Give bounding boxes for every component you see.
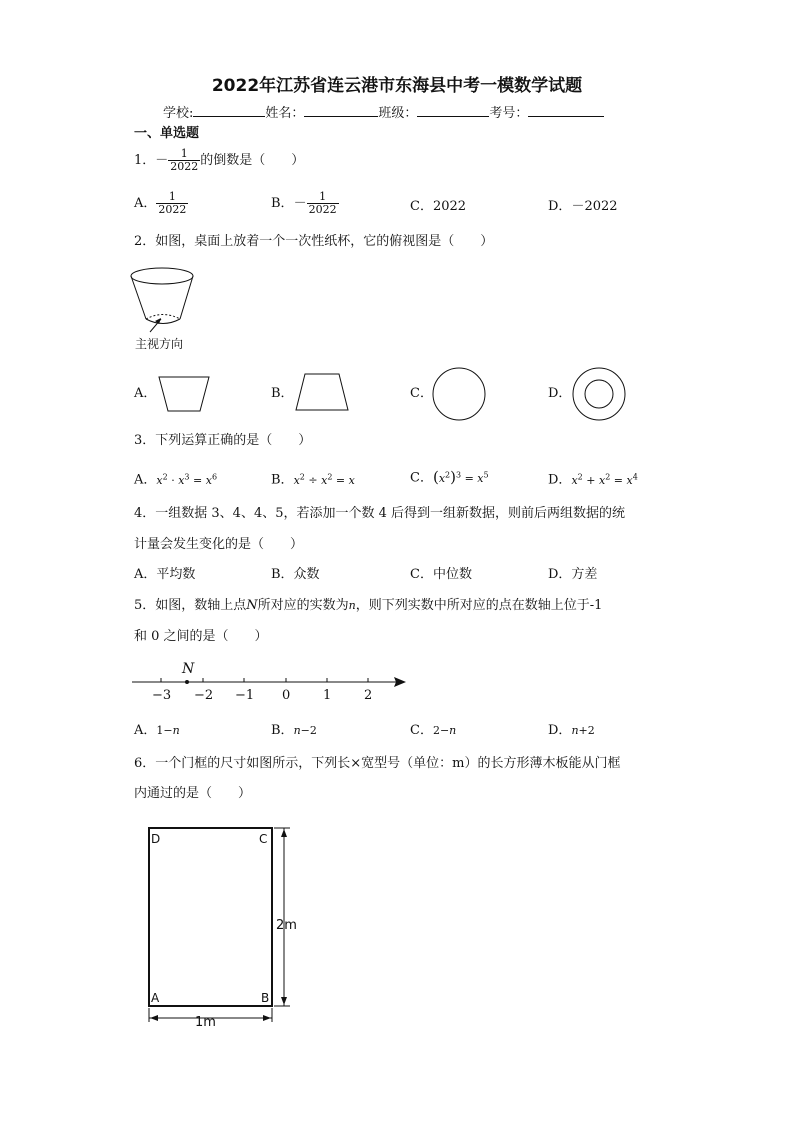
q1-minus: － (155, 152, 169, 168)
q5-d-label: D． (548, 723, 572, 738)
student-info-line (163, 104, 604, 122)
q1-option-a[interactable] (134, 191, 188, 216)
paper-cup-figure (128, 266, 208, 336)
name-label: 姓名： (265, 106, 305, 121)
corner-label-b: B (261, 991, 270, 1005)
q1-b-den: 2022 (308, 203, 337, 216)
corner-label-a: A (151, 991, 160, 1005)
tick-label-2: 2 (364, 688, 373, 703)
q1-c-label: C． (410, 199, 433, 214)
q5-text-b: 所对应的实数为 (257, 598, 349, 613)
q1-frac-num: 1 (180, 147, 188, 160)
q1-d-value: －2022 (571, 199, 618, 214)
question-5-line1 (134, 598, 602, 614)
q1-b-label: B． (271, 195, 294, 211)
q1-option-d[interactable] (548, 199, 618, 215)
q5-d-var: n (571, 724, 579, 737)
q5-text-a: 5．如图，数轴上点 (134, 598, 247, 613)
q3-d-expr: $x^2 + x^2 = x^4$ (571, 472, 638, 487)
tick-marks (161, 678, 368, 682)
question-3: 3．下列运算正确的是（ ） (134, 433, 312, 448)
q3-b-label: B． (271, 472, 294, 488)
q5-option-d[interactable] (548, 723, 595, 739)
q3-option-b[interactable] (271, 469, 355, 489)
exam-no-label: 考号： (489, 106, 529, 121)
q5-text-c: ，则下列实数中所对应的点在数轴上位于-1 (355, 598, 603, 613)
q1-b-minus: － (293, 195, 307, 211)
q4-option-d[interactable]: D．方差 (548, 567, 598, 582)
tick-label-neg3: −3 (152, 688, 172, 703)
q1-b-fraction (307, 191, 339, 216)
q5-option-c[interactable] (410, 723, 456, 739)
q3-option-c[interactable] (410, 467, 489, 487)
q5-a-expr: 1− (156, 724, 173, 737)
q2-d-label[interactable]: D． (548, 386, 572, 401)
question-6-line1: 6．一个门框的尺寸如图所示，下列长×宽型号（单位：m）的长方形薄木板能从门框 (134, 756, 621, 771)
q3-b-expr: $x^2 \div x^2 = x$ (293, 472, 355, 487)
q1-a-num: 1 (168, 190, 176, 203)
question-2: 2．如图，桌面上放着一个一次性纸杯，它的俯视图是（ ） (134, 234, 494, 249)
q5-c-var: n (449, 724, 457, 737)
question-4-line2: 计量会发生变化的是（ ） (134, 537, 304, 552)
q5-d-expr: +2 (578, 724, 595, 737)
class-label: 班级： (378, 106, 418, 121)
q2-b-label[interactable]: B． (271, 386, 294, 401)
q3-a-label: A． (134, 472, 157, 488)
q5-a-label: A． (134, 723, 157, 738)
q1-number: 1． (134, 152, 156, 168)
q4-option-a[interactable]: A．平均数 (134, 567, 196, 582)
q2-option-d-concentric-circles[interactable] (572, 367, 626, 421)
q1-b-num: 1 (319, 190, 327, 203)
q1-a-label: A． (134, 195, 157, 211)
q5-b-label: B． (271, 723, 294, 738)
name-blank[interactable] (304, 104, 378, 117)
q5-b-var: n (293, 724, 301, 737)
q2-option-a-inverted-trapezoid[interactable] (158, 376, 210, 412)
q5-option-b[interactable] (271, 723, 317, 739)
q3-a-expr: $x^2 \cdot x^3 = x^6$ (156, 472, 218, 487)
q3-option-a[interactable] (134, 469, 217, 489)
page-title: 2022年江苏省连云港市东海县中考一模数学试题 (211, 76, 583, 96)
question-6-line2: 内通过的是（ ） (134, 786, 252, 801)
q1-option-b[interactable] (271, 191, 339, 216)
height-dimension-label: 2m (276, 918, 297, 933)
q2-c-label[interactable]: C． (410, 386, 433, 401)
q1-a-fraction (156, 191, 188, 216)
number-line-point-label: N (182, 661, 195, 677)
q5-c-label: C． (410, 723, 433, 738)
width-dimension-label: 1m (195, 1015, 216, 1030)
question-1 (134, 148, 304, 173)
tick-label-0: 0 (282, 688, 291, 703)
q5-a-var: n (172, 724, 180, 737)
q2-option-c-circle[interactable] (432, 367, 486, 421)
q5-b-expr: −2 (300, 724, 317, 737)
question-5-line2: 和 0 之间的是（ ） (134, 629, 268, 644)
q5-option-a[interactable] (134, 723, 180, 739)
school-blank[interactable] (193, 104, 265, 117)
q1-a-den: 2022 (158, 203, 187, 216)
q3-option-d[interactable] (548, 469, 638, 489)
q3-c-label: C． (410, 470, 433, 486)
q1-d-label: D． (548, 199, 572, 214)
view-direction-caption: 主视方向 (135, 337, 184, 351)
exam-no-blank[interactable] (528, 104, 604, 117)
class-blank[interactable] (417, 104, 489, 117)
corner-label-d: D (151, 832, 161, 846)
q1-fraction (168, 148, 200, 173)
section-heading: 一、单选题 (134, 126, 200, 141)
tick-label-neg1: −1 (235, 688, 255, 703)
q3-d-label: D． (548, 472, 572, 488)
q2-a-label[interactable]: A． (134, 386, 157, 401)
q1-option-c[interactable] (410, 199, 466, 215)
q5-c-expr: 2− (432, 724, 450, 737)
school-label: 学校: (163, 106, 194, 121)
q3-c-expr: $(x^2)^3 = x^5$ (432, 467, 489, 486)
tick-label-neg2: −2 (194, 688, 214, 703)
q5-point-n: N (246, 598, 258, 613)
q4-option-c[interactable]: C．中位数 (410, 567, 472, 582)
q1-frac-den: 2022 (170, 160, 199, 173)
point-n-dot (185, 680, 189, 684)
q5-var-n: n (348, 599, 356, 612)
q1-c-value: 2022 (432, 199, 467, 214)
q4-option-b[interactable]: B．众数 (271, 567, 320, 582)
corner-label-c: C (259, 832, 268, 846)
q1-suffix: 的倒数是（ ） (200, 152, 305, 168)
question-4-line1: 4．一组数据 3、4、4、5，若添加一个数 4 后得到一组新数据，则前后两组数据的统 (134, 506, 626, 521)
q2-option-b-trapezoid[interactable] (295, 373, 349, 411)
tick-label-1: 1 (323, 688, 332, 703)
